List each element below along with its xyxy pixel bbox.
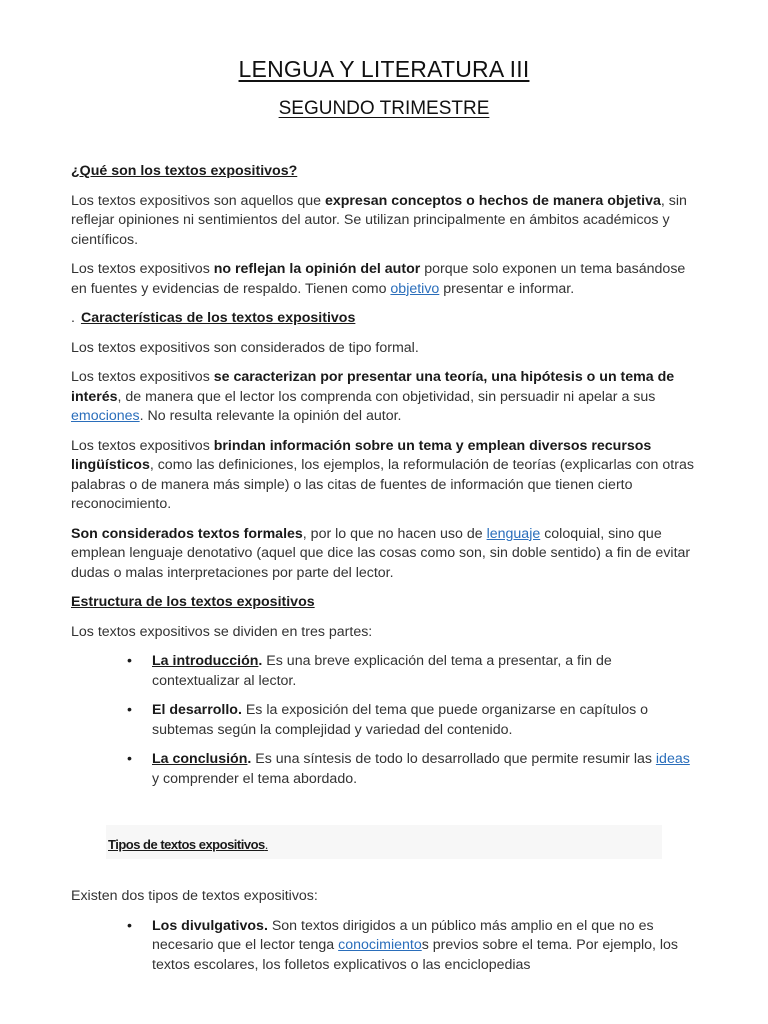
list-item xyxy=(127,917,696,976)
link-objetivo[interactable]: objetivo xyxy=(390,280,440,297)
paragraph-bold: brindan información sobre un tema y emplean diversos recursos lingüísticos xyxy=(71,437,652,473)
list-item xyxy=(127,701,696,740)
link-emociones[interactable]: emociones xyxy=(71,408,140,424)
paragraph: Existen dos tipos de textos expositivos: xyxy=(71,888,318,904)
heading-text: Tipos de textos expositivos xyxy=(108,837,265,852)
structure-list xyxy=(71,652,696,789)
paragraph-text: , por lo que no hacen uso de xyxy=(302,525,487,542)
link-ideas[interactable]: ideas xyxy=(655,751,690,767)
bullet-icon: • xyxy=(127,917,132,934)
list-item-dot: . xyxy=(247,751,252,767)
heading-text: Características de los textos expositivos xyxy=(80,310,356,326)
paragraph-text: presentar e informar. xyxy=(439,280,575,297)
section-heading-que-son: ¿Qué son los textos expositivos? xyxy=(71,163,298,179)
paragraph-bold: expresan conceptos o hechos de manera objetiva xyxy=(324,192,661,209)
paragraph-text: , de manera que el lector los comprenda con objetividad, sin persuadir ni apelar a sus xyxy=(117,388,656,405)
section-heading-estructura: Estructura de los textos expositivos xyxy=(71,594,315,610)
list-item-term: La conclusión xyxy=(152,751,248,767)
link-conocimiento[interactable]: conocimiento xyxy=(338,937,422,953)
paragraph xyxy=(71,260,696,299)
list-item-text: s previos sobre el tema. Por ejemplo, los textos escolares, los folletos explicativos o las enciclopedias xyxy=(152,937,679,973)
section-heading-tipos xyxy=(108,835,268,855)
paragraph-text: , como las definiciones, los ejemplos, la reformulación de teorías (explicarlas con otras palabras o de manera más simple) o las citas de fuentes de información que tienen cierto reconocimiento. xyxy=(71,457,694,512)
bullet-icon: • xyxy=(127,751,132,767)
paragraph-text: Los textos expositivos son aquellos que xyxy=(71,192,325,209)
paragraph xyxy=(71,437,696,515)
document-subtitle: SEGUNDO TRIMESTRE xyxy=(278,98,490,119)
section-heading-caracteristicas xyxy=(71,309,696,329)
list-item-text: y comprender el tema abordado. xyxy=(152,770,358,787)
bullet-icon: • xyxy=(127,702,132,718)
list-item-text: Son textos dirigidos a un público más amplio en el que no es necesario que el lector tenga xyxy=(152,917,654,953)
paragraph-text: coloquial, sino que emplean lenguaje denotativo (aquel que dice las cosas como son, sin doble sentido) a fin de evitar dudas o malas interpretaciones por parte del lector. xyxy=(71,525,691,581)
paragraph-text: , sin reflejar opiniones ni sentimientos del autor. Se utilizan principalmente en ámbitos académicos y científicos. xyxy=(71,192,687,248)
list-item-term: La introducción xyxy=(152,653,259,669)
document-body xyxy=(71,162,696,985)
list-item-term: El desarrollo. xyxy=(152,702,242,718)
paragraph: Los textos expositivos son considerados de tipo formal. xyxy=(71,339,419,356)
paragraph-bold: se caracterizan por presentar una teoría, una hipótesis o un tema de interés xyxy=(71,369,675,405)
paragraph-bold: Son considerados textos formales xyxy=(71,525,303,542)
tipos-heading-box xyxy=(106,825,662,859)
paragraph xyxy=(71,525,696,584)
document-title: LENGUA Y LITERATURA III xyxy=(238,56,530,82)
list-item xyxy=(127,652,696,691)
heading-dot: . xyxy=(71,310,75,326)
list-item-text: Es una breve explicación del tema a presentar, a fin de contextualizar al lector. xyxy=(152,653,612,689)
paragraph-bold: no reflejan la opinión del autor xyxy=(213,261,421,277)
paragraph-text: . No resulta relevante la opinión del autor. xyxy=(139,408,402,424)
link-lenguaje[interactable]: lenguaje xyxy=(486,525,541,542)
heading-dot: . xyxy=(264,837,268,852)
paragraph-text: Los textos expositivos xyxy=(71,261,214,277)
paragraph-text: porque solo exponen un tema basándose en fuentes y evidencias de respaldo. Tienen como xyxy=(71,261,686,297)
list-item-term: Los divulgativos. xyxy=(152,917,268,934)
paragraph-text: Los textos expositivos xyxy=(71,369,214,385)
paragraph: Los textos expositivos se dividen en tres partes: xyxy=(71,623,373,640)
bullet-icon: • xyxy=(127,653,132,669)
paragraph xyxy=(71,192,696,251)
paragraph-text: Los textos expositivos xyxy=(71,437,214,454)
types-list xyxy=(71,917,696,976)
paragraph xyxy=(71,368,696,427)
list-item-dot: . xyxy=(258,653,263,669)
list-item xyxy=(127,750,696,789)
list-item-text: Es una síntesis de todo lo desarrollado que permite resumir las xyxy=(251,751,656,767)
list-item-text: Es la exposición del tema que puede organizarse en capítulos o subtemas según la complejidad y variedad del contenido. xyxy=(152,702,649,738)
